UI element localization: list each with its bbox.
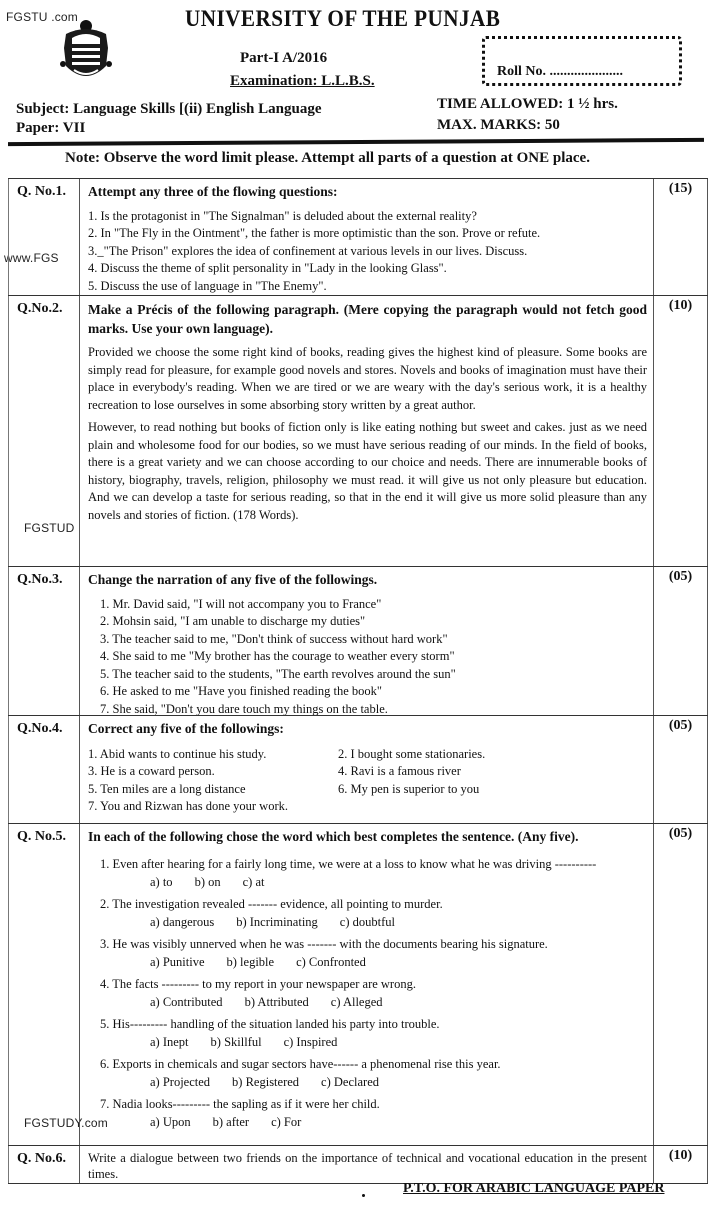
mcq-options xyxy=(100,1113,647,1132)
option: c) Inspired xyxy=(283,1035,338,1049)
passage-paragraph: However, to read nothing but books of fiction only is like eating nothing but sweet and cakes. just as we need plain and wholesome food for our bodies, so we must have serious reading of our minds. In the field of books, there is a great variety and we can choose according to our choice and needs. There are innumerable books of history, biography, travels, religion, philosophy we must read. it will give us not only pleasure but education. And we can develop a taste for serious reading, so that in the end it will give us more solid pleasure than any novels and stories of fiction. (178 Words). xyxy=(88,420,647,522)
question-4 xyxy=(8,715,708,823)
mcq-stem: 3. He was visibly unnerved when he was ------- with the documents bearing his signature. xyxy=(100,936,548,951)
question-marks: (05) xyxy=(653,716,708,823)
mcq-item xyxy=(100,1095,647,1132)
question-heading: Correct any five of the followings: xyxy=(88,721,284,736)
option: a) Contributed xyxy=(150,995,223,1009)
question-label: Q.No.2. xyxy=(8,296,80,566)
max-marks: MAX. MARKS: 50 xyxy=(437,117,560,133)
option: c) Alleged xyxy=(330,995,383,1009)
mcq-stem: 2. The investigation revealed ------- evidence, all pointing to murder. xyxy=(100,896,443,911)
option: b) after xyxy=(212,1115,250,1129)
question-label: Q. No.5. xyxy=(8,824,80,1145)
mcq-stem: 4. The facts --------- to my report in your newspaper are wrong. xyxy=(100,976,416,991)
mcq-stem: 6. Exports in chemicals and sugar sectors have------ a phenomenal rise this year. xyxy=(100,1056,501,1071)
option: a) Punitive xyxy=(150,955,205,969)
option: b) legible xyxy=(226,955,275,969)
list-item: 3._"The Prison" explores the idea of confinement at various levels in our lives. Discuss. xyxy=(88,243,528,258)
list-item: 2. I bought some stationaries. xyxy=(338,746,486,761)
question-body xyxy=(80,1146,653,1183)
question-marks: (10) xyxy=(653,296,708,566)
university-title: UNIVERSITY OF THE PUNJAB xyxy=(185,6,501,31)
list-item: 2. In "The Fly in the Ointment", the father is more optimistic than the son. Prove or refute. xyxy=(88,226,541,240)
question-body xyxy=(80,824,653,1145)
option: c) For xyxy=(271,1115,302,1129)
mcq-stem: 5. His--------- handling of the situation landed his party into trouble. xyxy=(100,1016,440,1031)
question-label: Q. No.6. xyxy=(8,1146,80,1183)
mcq-stem: 7. Nadia looks--------- the sapling as if it were her child. xyxy=(100,1096,380,1111)
list-item: 7. She said, "Don't you dare touch my things on the table. xyxy=(100,701,388,716)
list-item: 5. Discuss the use of language in "The Enemy". xyxy=(88,278,327,293)
mcq-options xyxy=(100,913,647,932)
question-2 xyxy=(8,295,708,566)
passage-paragraph: Provided we choose the some right kind of books, reading gives the highest kind of pleasure. Some books are simply read for pleasure, for example good novels and stores. Novels and books of imagination must have their place in everybody's reading. When we are tired or we are weary with the day's serious work, it is a healthy recreation to lose ourselves in some absorbing story written by a great author. xyxy=(88,345,647,412)
list-item: 4. She said to me "My brother has the courage to weather every storm" xyxy=(100,649,455,663)
option: b) Skillful xyxy=(210,1035,262,1049)
watermark: FGSTUD xyxy=(24,521,75,535)
question-heading: Write a dialogue between two friends on the importance of technical and vocational education in the present times. xyxy=(88,1151,647,1181)
mcq-item xyxy=(100,1015,647,1052)
question-heading: Attempt any three of the flowing questions: xyxy=(88,184,338,199)
question-3 xyxy=(8,566,708,715)
option: b) on xyxy=(194,875,221,889)
question-marks: (05) xyxy=(653,824,708,1145)
mcq-options xyxy=(100,1033,647,1052)
option: a) to xyxy=(150,875,173,889)
question-label: Q.No.4. xyxy=(8,716,80,823)
mcq-item xyxy=(100,935,647,972)
instructions-note: Note: Observe the word limit please. Attempt all parts of a question at ONE place. xyxy=(65,150,590,166)
list-item: 3. He is a coward person. xyxy=(88,764,215,778)
examination-name: Examination: L.L.B.S. xyxy=(230,73,375,89)
mcq-item xyxy=(100,895,647,932)
pto-note: P.T.O. FOR ARABIC LANGUAGE PAPER xyxy=(403,1181,665,1196)
question-heading: Make a Précis of the following paragraph. (Mere copying the paragraph would not fetch good marks. Use your own language). xyxy=(88,302,647,336)
list-item: 1. Is the protagonist in "The Signalman" is deluded about the external reality? xyxy=(88,208,477,223)
university-crest-icon xyxy=(60,18,112,88)
list-item: 3. The teacher said to me, "Don't think of success without hard work" xyxy=(100,631,448,646)
time-allowed: TIME ALLOWED: 1 ½ hrs. xyxy=(437,96,618,112)
mcq-item xyxy=(100,975,647,1012)
question-label: Q.No.3. xyxy=(8,567,80,715)
list-item: 1. Abid wants to continue his study. xyxy=(88,746,267,761)
list-item: 7. You and Rizwan has done your work. xyxy=(88,799,288,813)
option: a) dangerous xyxy=(150,915,215,929)
option: a) Projected xyxy=(150,1075,211,1089)
mcq-item xyxy=(100,1055,647,1092)
question-marks: (10) xyxy=(653,1146,708,1183)
option: b) Registered xyxy=(232,1075,300,1089)
watermark: FGSTU .com xyxy=(6,10,79,24)
list-item: 2. Mohsin said, "I am unable to discharge my duties" xyxy=(100,614,366,628)
roll-number-label: Roll No. ..................... xyxy=(497,64,623,79)
option: c) Confronted xyxy=(296,955,366,969)
subject-line: Subject: Language Skills [(ii) English Language xyxy=(16,101,322,117)
option: c) Declared xyxy=(321,1075,379,1089)
header-divider xyxy=(8,138,704,146)
mcq-options xyxy=(100,1073,647,1092)
question-6 xyxy=(8,1145,708,1183)
question-body xyxy=(80,716,653,823)
option: a) Inept xyxy=(150,1035,189,1049)
list-item: 4. Discuss the theme of split personality in "Lady in the looking Glass". xyxy=(88,261,447,275)
question-heading: In each of the following chose the word which best completes the sentence. (Any five). xyxy=(88,829,579,844)
option: c) at xyxy=(242,875,265,889)
mcq-stem: 1. Even after hearing for a fairly long time, we were at a loss to know what he was driving ---------- xyxy=(100,856,597,871)
mcq-options xyxy=(100,953,647,972)
question-label: Q. No.1. xyxy=(8,179,80,295)
question-1 xyxy=(8,178,708,295)
question-body xyxy=(80,567,653,715)
list-item: 6. He asked to me "Have you finished reading the book" xyxy=(100,684,383,698)
option: b) Attributed xyxy=(244,995,309,1009)
watermark: FGSTUDY.com xyxy=(24,1116,108,1130)
list-item: 5. The teacher said to the students, "The earth revolves around the sun" xyxy=(100,666,456,681)
option: c) doubtful xyxy=(339,915,395,929)
list-item: 6. My pen is superior to you xyxy=(338,781,480,796)
list-item: 5. Ten miles are a long distance xyxy=(88,781,246,796)
question-marks: (05) xyxy=(653,567,708,715)
question-marks: (15) xyxy=(653,179,708,295)
question-heading: Change the narration of any five of the followings. xyxy=(88,572,378,587)
option: b) Incriminating xyxy=(236,915,318,929)
speck xyxy=(362,1194,365,1197)
mcq-options xyxy=(100,993,647,1012)
question-5 xyxy=(8,823,708,1145)
option: a) Upon xyxy=(150,1115,191,1129)
mcq-item xyxy=(100,855,647,892)
paper-line: Paper: VII xyxy=(16,120,86,136)
roll-number-box xyxy=(482,36,682,86)
list-item: 1. Mr. David said, "I will not accompany you to France" xyxy=(100,596,382,611)
mcq-options xyxy=(100,873,647,892)
watermark: www.FGS xyxy=(4,251,59,265)
list-item: 4. Ravi is a famous river xyxy=(338,764,461,778)
question-body xyxy=(80,179,653,295)
exam-part: Part-I A/2016 xyxy=(240,50,328,66)
question-body xyxy=(80,296,653,566)
